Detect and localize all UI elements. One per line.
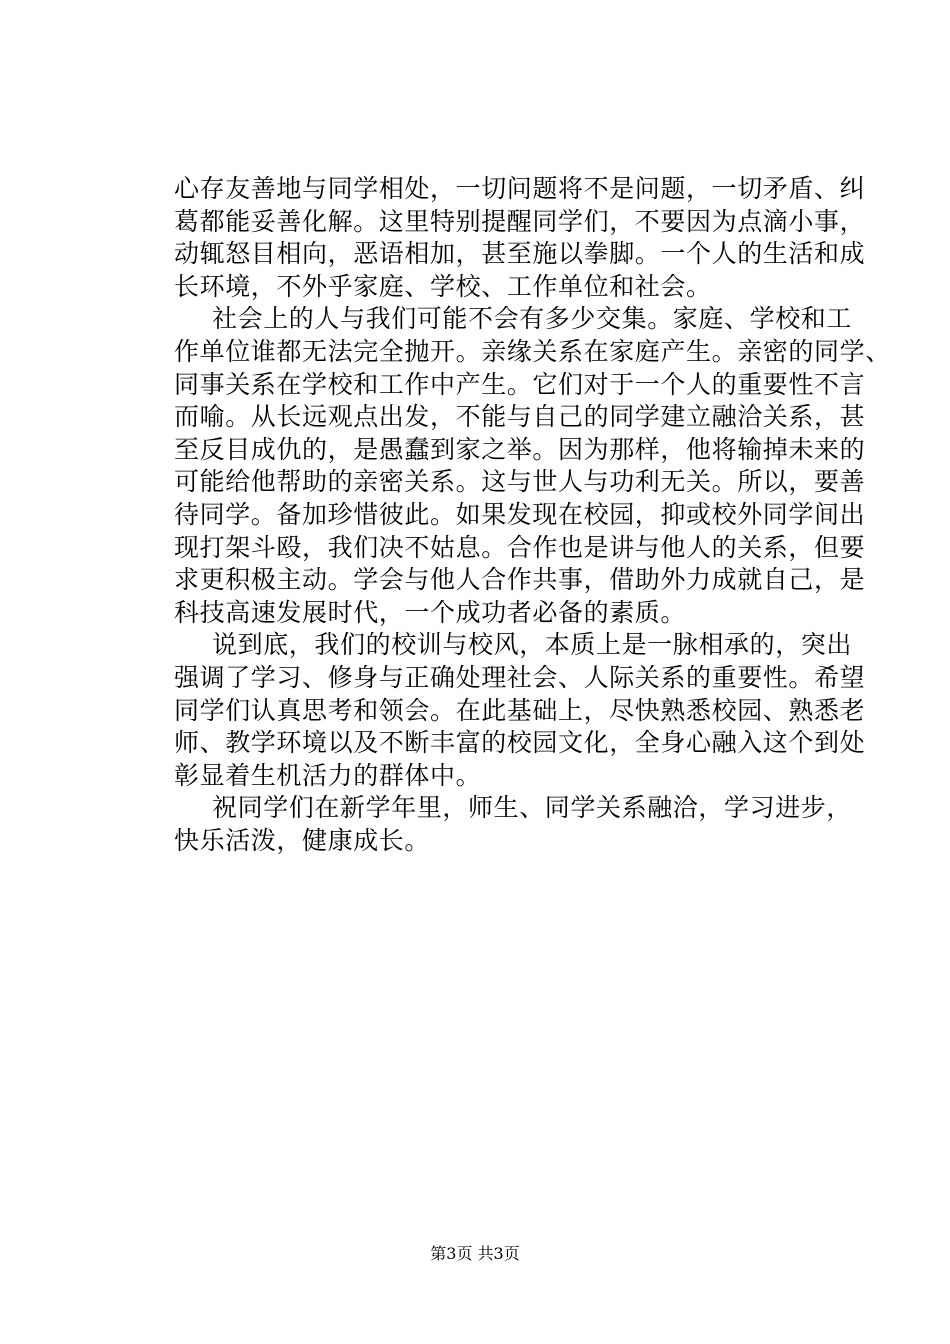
text-line: 待同学。备加珍惜彼此。如果发现在校园，抑或校外同学间出 <box>174 499 866 529</box>
text-line: 彰显着生机活力的群体中。 <box>174 760 482 790</box>
text-line: 长环境，不外乎家庭、学校、工作单位和社会。 <box>174 271 712 301</box>
text-line: 可能给他帮助的亲密关系。这与世人与功利无关。所以，要善 <box>174 467 866 497</box>
text-line: 心存友善地与同学相处，一切问题将不是问题，一切矛盾、纠 <box>174 174 866 203</box>
text-line: 动辄怒目相向，恶语相加，甚至施以拳脚。一个人的生活和成 <box>174 239 866 269</box>
text-line: 科技高速发展时代，一个成功者必备的素质。 <box>174 597 687 627</box>
text-line: 而喻。从长远观点出发，不能与自己的同学建立融洽关系，甚 <box>174 402 866 432</box>
paragraph-start-line: 说到底，我们的校训与校风，本质上是一脉相承的，突出 <box>212 630 853 660</box>
text-line: 快乐活泼，健康成长。 <box>174 825 431 855</box>
text-line: 葛都能妥善化解。这里特别提醒同学们，不要因为点滴小事， <box>174 206 866 236</box>
text-line: 求更积极主动。学会与他人合作共事，借助外力成就自己，是 <box>174 565 866 595</box>
paragraph-start-line: 社会上的人与我们可能不会有多少交集。家庭、学校和工 <box>212 304 853 334</box>
body-text <box>174 173 891 857</box>
text-line: 师、教学环境以及不断丰富的校园文化，全身心融入这个到处 <box>174 728 866 758</box>
text-line: 同事关系在学校和工作中产生。它们对于一个人的重要性不言 <box>174 369 866 399</box>
text-line: 同学们认真思考和领会。在此基础上，尽快熟悉校园、熟悉老 <box>174 695 866 725</box>
page-footer: 第3页 共3页 <box>430 1244 520 1263</box>
text-line: 作单位谁都无法完全抛开。亲缘关系在家庭产生。亲密的同学、 <box>174 336 891 366</box>
paragraph-start-line: 祝同学们在新学年里，师生、同学关系融洽，学习进步， <box>212 793 853 823</box>
text-line: 强调了学习、修身与正确处理社会、人际关系的重要性。希望 <box>174 662 866 692</box>
text-line: 至反目成仇的，是愚蠢到家之举。因为那样，他将输掉未来的 <box>174 434 866 464</box>
text-line: 现打架斗殴，我们决不姑息。合作也是讲与他人的关系，但要 <box>174 532 866 562</box>
